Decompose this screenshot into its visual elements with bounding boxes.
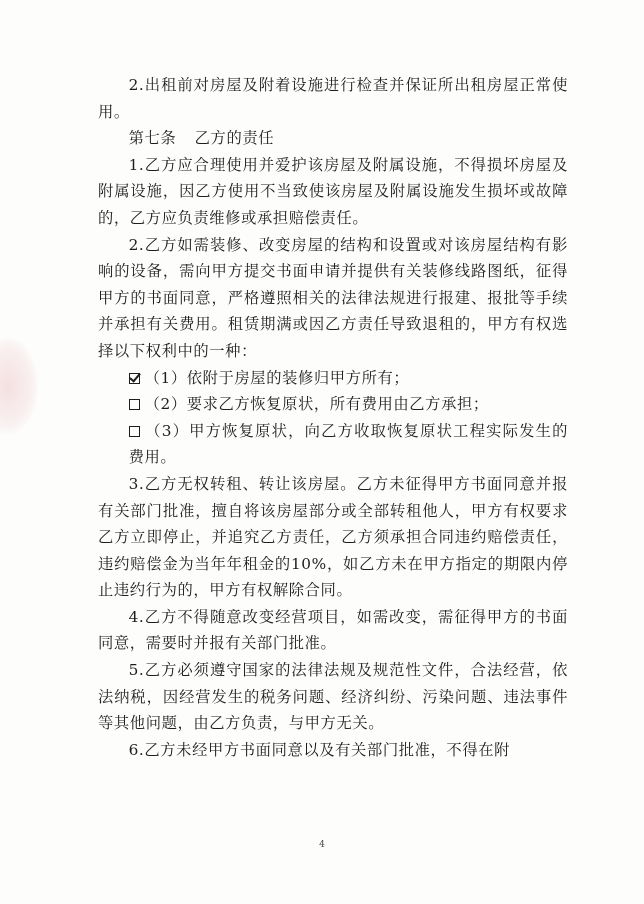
option-2 [98, 391, 568, 418]
clause-1: 1.乙方应合理使用并爱护该房屋及附属设施，不得损坏房屋及附属设施，因乙方使用不当致使该房屋及附属设施发生损坏或故障的，乙方应负责维修或承担赔偿责任。 [98, 155, 568, 227]
unchecked-checkbox-icon [129, 426, 140, 437]
checked-checkbox-icon [129, 373, 140, 384]
clause-4: 4.乙方不得随意改变经营项目，如需改变，需征得甲方的书面同意，需要时并报有关部门批准。 [98, 607, 568, 653]
option-1-text: （1）依附于房屋的装修归甲方所有； [144, 368, 410, 387]
option-1 [98, 365, 568, 392]
option-2-text: （2）要求乙方恢复原状，所有费用由乙方承担； [144, 395, 489, 414]
clause-5: 5.乙方必须遵守国家的法律法规及规范性文件，合法经营，依法纳税，因经营发生的税务问题、经济纠纷、污染问题、违法事件等其他问题，由乙方负责，与甲方无关。 [98, 661, 568, 733]
article-7-heading [98, 125, 568, 152]
clause-2: 2.乙方如需装修、改变房屋的结构和设置或对该房屋结构有影响的设备，需向甲方提交书面申请并提供有关装修线路图纸，征得甲方的书面同意，严格遵照相关的法律法规进行报建、报批等手续并承担有关费用。租赁期满或因乙方责任导致退租的，甲方有权选择以下权利中的一种： [98, 235, 568, 360]
clause-3: 3.乙方无权转租、转让该房屋。乙方未征得甲方书面同意并报有关部门批准，擅自将该房屋部分或全部转租他人，甲方有权要求乙方立即停止，并追究乙方责任，乙方须承担合同违约赔偿责任，违约赔偿金为当年年租金的10%，如乙方未在甲方指定的期限内停止违约行为的，甲方有权解除合同。 [98, 474, 568, 600]
option-3 [98, 418, 568, 471]
document-body [98, 72, 568, 763]
option-3-text: （3）甲方恢复原状，向乙方收取恢复原状工程实际发生的费用。 [128, 421, 568, 467]
seal-stamp-fragment [0, 338, 38, 434]
article-7-label: 第七条 [128, 129, 177, 148]
article-7-title: 乙方的责任 [194, 129, 275, 148]
clause-6: 6.乙方未经甲方书面同意以及有关部门批准，不得在附 [128, 740, 511, 759]
unchecked-checkbox-icon [129, 399, 140, 410]
paragraph-lessor-duty-2: 2.出租前对房屋及附着设施进行检查并保证所出租房屋正常使用。 [98, 76, 568, 121]
page-number: 4 [319, 840, 325, 850]
